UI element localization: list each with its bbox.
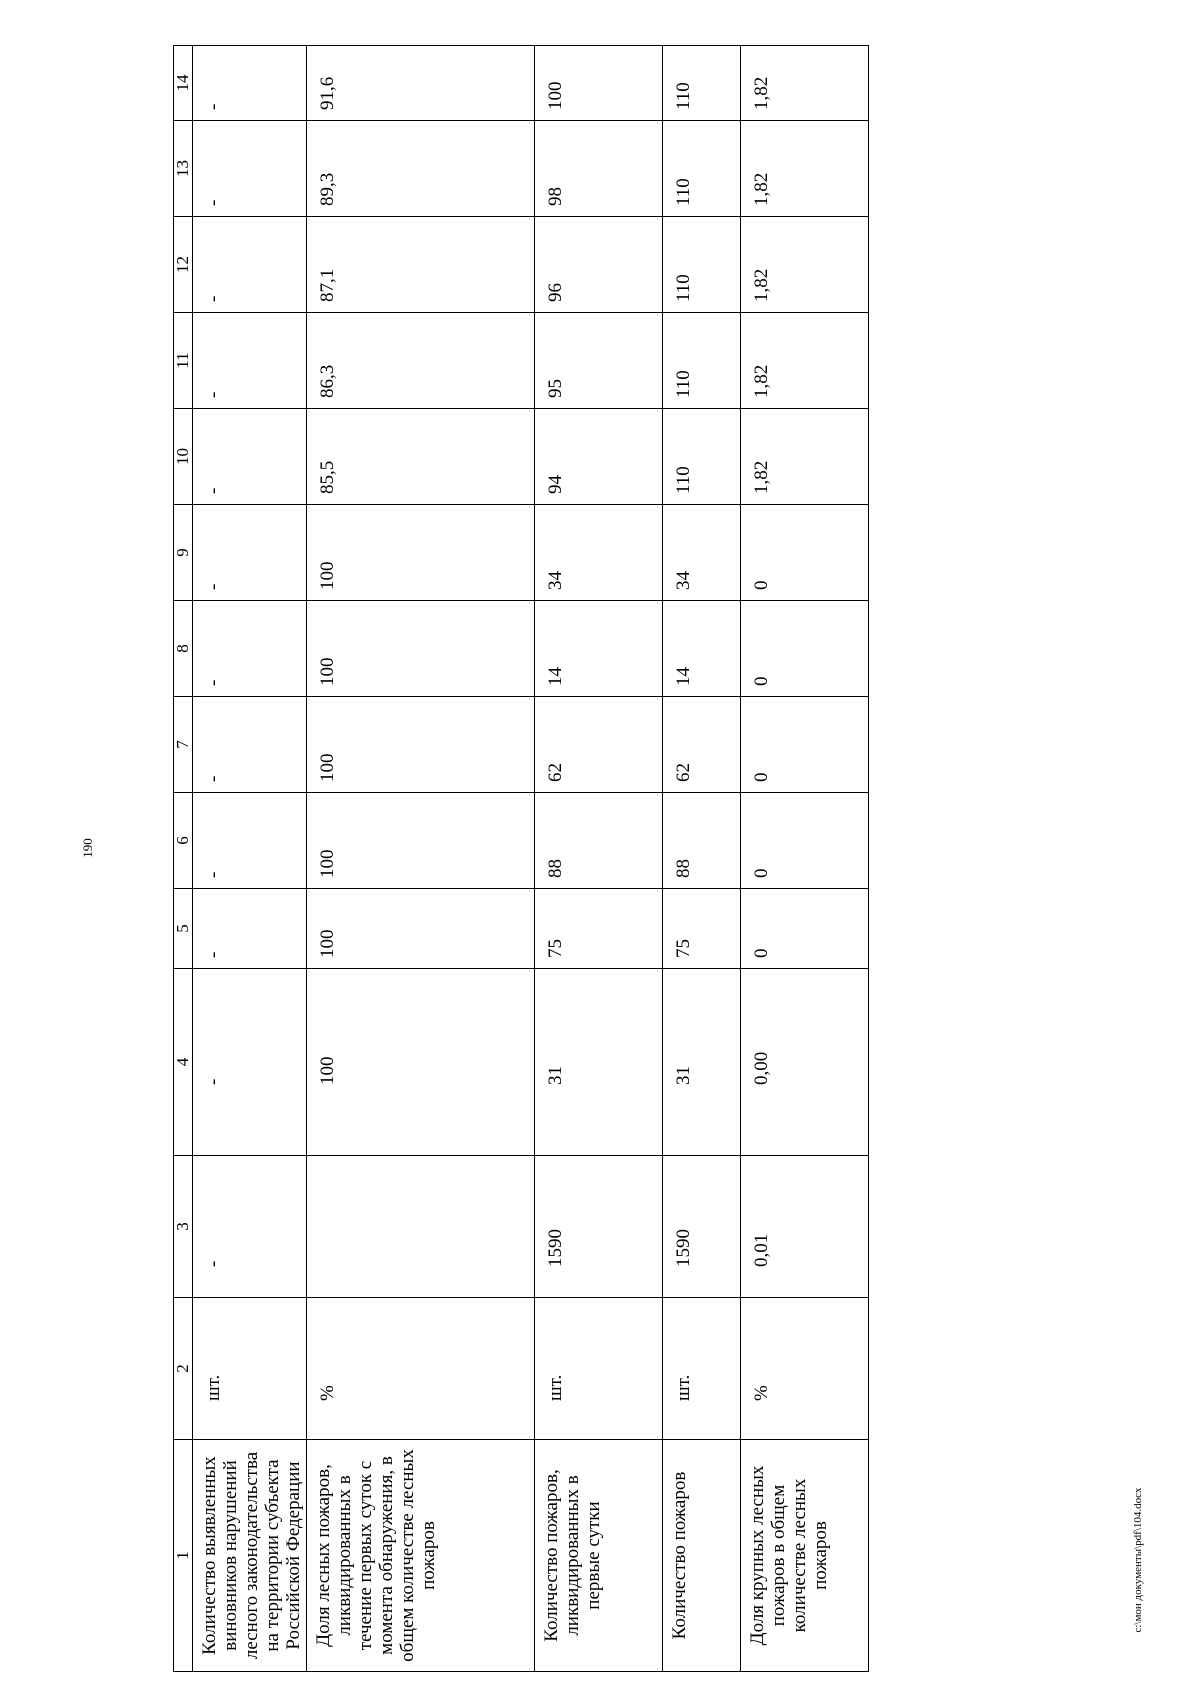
table-cell: 14 [663, 601, 741, 697]
header-cell: 13 [174, 121, 193, 217]
header-cell: 4 [174, 969, 193, 1156]
table-row [535, 46, 663, 1672]
table-cell: - [193, 46, 307, 121]
table-cell: 100 [535, 46, 663, 121]
table-cell: - [193, 217, 307, 313]
row-label: Количество пожаров, ликвидированных в первые сутки [535, 1440, 663, 1672]
table-cell: 91,6 [307, 46, 535, 121]
table-cell [307, 1156, 535, 1298]
table-cell: 1590 [663, 1156, 741, 1298]
table-cell: 0 [741, 601, 869, 697]
table-cell: 95 [535, 313, 663, 409]
table-cell: 110 [663, 121, 741, 217]
table-row [741, 46, 869, 1672]
table-row [307, 46, 535, 1672]
header-cell: 12 [174, 217, 193, 313]
table-cell: 62 [535, 697, 663, 793]
table-cell: 0 [741, 889, 869, 969]
table-cell: 75 [535, 889, 663, 969]
table-cell: 100 [307, 697, 535, 793]
table-cell: 100 [307, 889, 535, 969]
table-cell: 96 [535, 217, 663, 313]
table-cell: - [193, 889, 307, 969]
table-cell: 0,00 [741, 969, 869, 1156]
table-cell: % [741, 1298, 869, 1440]
table-cell: 1,82 [741, 313, 869, 409]
table-cell: 1,82 [741, 217, 869, 313]
table-row [663, 46, 741, 1672]
table-cell: 88 [663, 793, 741, 889]
table-cell: 110 [663, 46, 741, 121]
row-label: Количество выявленных виновников нарушений лесного законодательства на территории субъекта Российской Федерации [193, 1440, 307, 1672]
table-cell: шт. [535, 1298, 663, 1440]
header-cell: 5 [174, 889, 193, 969]
table-cell: 87,1 [307, 217, 535, 313]
header-cell: 9 [174, 505, 193, 601]
table-cell: 110 [663, 313, 741, 409]
table-cell: - [193, 1156, 307, 1298]
header-cell: 1 [174, 1440, 193, 1672]
table-cell: - [193, 409, 307, 505]
table-cell: 88 [535, 793, 663, 889]
table-cell: 98 [535, 121, 663, 217]
table-row [193, 46, 307, 1672]
table-cell: 31 [535, 969, 663, 1156]
table-cell: 31 [663, 969, 741, 1156]
table-cell: 89,3 [307, 121, 535, 217]
table-cell: - [193, 969, 307, 1156]
table-cell: 14 [535, 601, 663, 697]
table-header-row [174, 46, 193, 1672]
header-cell: 2 [174, 1298, 193, 1440]
table-cell: 0 [741, 697, 869, 793]
header-cell: 14 [174, 46, 193, 121]
table-cell: 1590 [535, 1156, 663, 1298]
table-cell: 100 [307, 601, 535, 697]
table-cell: 1,82 [741, 409, 869, 505]
table-cell: - [193, 793, 307, 889]
data-table [173, 45, 869, 1672]
table-cell: % [307, 1298, 535, 1440]
table-cell: 85,5 [307, 409, 535, 505]
header-cell: 7 [174, 697, 193, 793]
table-cell: 110 [663, 409, 741, 505]
table-cell: - [193, 697, 307, 793]
footer-file-path: c:\мои документы\pdf\104.docx [1132, 1487, 1144, 1633]
header-cell: 8 [174, 601, 193, 697]
table-cell: 110 [663, 217, 741, 313]
page-number: 190 [80, 838, 95, 858]
header-cell: 3 [174, 1156, 193, 1298]
table-cell: 34 [663, 505, 741, 601]
table-cell: - [193, 121, 307, 217]
table-cell: 0,01 [741, 1156, 869, 1298]
table-cell: 94 [535, 409, 663, 505]
table-cell: 62 [663, 697, 741, 793]
header-cell: 11 [174, 313, 193, 409]
table-cell: 86,3 [307, 313, 535, 409]
row-label: Доля лесных пожаров, ликвидированных в течение первых суток с момента обнаружения, в общем количестве лесных пожаров [307, 1440, 535, 1672]
table-cell: 100 [307, 793, 535, 889]
header-cell: 6 [174, 793, 193, 889]
table-cell: - [193, 313, 307, 409]
table-cell: 100 [307, 505, 535, 601]
table-cell: 0 [741, 505, 869, 601]
table-cell: 75 [663, 889, 741, 969]
table-cell: 100 [307, 969, 535, 1156]
row-label: Доля крупных лесных пожаров в общем количестве лесных пожаров [741, 1440, 869, 1672]
table-cell: шт. [663, 1298, 741, 1440]
table-cell: - [193, 601, 307, 697]
table-cell: 1,82 [741, 121, 869, 217]
header-cell: 10 [174, 409, 193, 505]
row-label: Количество пожаров [663, 1440, 741, 1672]
table-cell: 0 [741, 793, 869, 889]
table-cell: - [193, 505, 307, 601]
table-cell: 34 [535, 505, 663, 601]
table-cell: шт. [193, 1298, 307, 1440]
table-cell: 1,82 [741, 46, 869, 121]
rotated-table-container [173, 46, 1025, 1672]
